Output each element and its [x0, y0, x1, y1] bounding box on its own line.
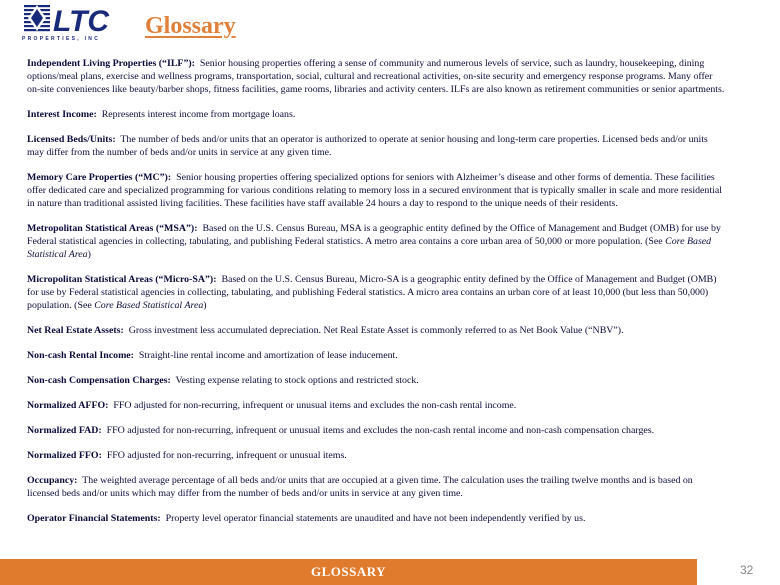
page-title: Glossary [145, 13, 236, 39]
glossary-entry-msa [27, 222, 727, 261]
company-logo [22, 2, 134, 44]
ltc-logo-mark [22, 2, 134, 36]
glossary-entry-normalized-fad [27, 424, 727, 437]
glossary-term: Occupancy: [27, 475, 78, 486]
glossary-entry-non-cash-compensation [27, 374, 727, 387]
glossary-definition: Gross investment less accumulated depreciation. Net Real Estate Asset is commonly referred to as Net Book Value (“NBV”). [128, 325, 624, 336]
glossary-definition: Based on the U.S. Census Bureau, MSA is a geographic entity defined by the Office of Management and Budget (OMB) for use by Federal statistical agencies in collecting, tabulating, and publishing Federal statistics. A metro area contains a core urban area of 50,000 or more population. (See [27, 223, 721, 247]
logo-wordmark: LTC [53, 5, 110, 36]
glossary-entry-non-cash-rental-income [27, 349, 727, 362]
glossary-term: Independent Living Properties (“ILF”): [27, 58, 195, 69]
page-number: 32 [740, 563, 754, 577]
glossary-term: Operator Financial Statements: [27, 513, 161, 524]
glossary-term: Net Real Estate Assets: [27, 325, 124, 336]
glossary-see-also: Core Based Statistical Area [94, 300, 204, 311]
glossary-definition: Based on the U.S. Census Bureau, Micro-SA is a geographic entity defined by the Office of Management and Budget (OMB) for use by Federal statistical agencies in collecting, tabulating, and publishing Federal statistics. A micro area contains an urban core of at least 10,000 (but less than 50,000) population. (See [27, 274, 717, 311]
glossary-term: Normalized FFO: [27, 450, 102, 461]
glossary-see-also: Core Based Statistical Area [27, 236, 712, 260]
glossary-closing: ) [203, 300, 207, 311]
glossary-term: Normalized AFFO: [27, 400, 109, 411]
glossary-term: Micropolitan Statistical Areas (“Micro-SA”): [27, 274, 217, 285]
glossary-term: Interest Income: [27, 109, 97, 120]
glossary-definition: Represents interest income from mortgage loans. [101, 109, 296, 120]
glossary-term: Metropolitan Statistical Areas (“MSA”): [27, 223, 198, 234]
footer-bar [0, 559, 697, 585]
glossary-term: Normalized FAD: [27, 425, 102, 436]
glossary-entry-ilf [27, 57, 727, 96]
glossary-definition: FFO adjusted for non-recurring, infrequent or unusual items. [106, 450, 347, 461]
glossary-definition: Senior housing properties offering specialized options for seniors with Alzheimer’s disease and other forms of dementia. These facilities offer dedicated care and specialized programming for various conditions relating to memory loss in a secured environment that is typically smaller in scale and more residential in nature than traditional assisted living facilities. These facilities have staff available 24 hours a day to respond to the unique needs of their residents. [27, 172, 722, 209]
glossary-entry-net-real-estate-assets [27, 324, 727, 337]
glossary-entry-memory-care [27, 171, 727, 210]
glossary-entry-licensed-beds [27, 133, 727, 159]
glossary-entry-operator-financial-statements [27, 512, 727, 525]
glossary-definition: Straight-line rental income and amortization of lease inducement. [138, 350, 398, 361]
glossary-definition: Property level operator financial statements are unaudited and have not been independently verified by us. [165, 513, 586, 524]
glossary-definition: FFO adjusted for non-recurring, infrequent or unusual items and excludes the non-cash rental income. [113, 400, 517, 411]
glossary-term: Non-cash Compensation Charges: [27, 375, 171, 386]
glossary-definition: The weighted average percentage of all beds and/or units that are occupied at a given time. The calculation uses the trailing twelve months and is based on licensed beds and/or units which may differ from the number of beds and/or units in service at any given time. [27, 475, 693, 499]
glossary-entry-interest-income [27, 108, 727, 121]
glossary-term: Licensed Beds/Units: [27, 134, 116, 145]
glossary-closing: ) [87, 249, 91, 260]
glossary-term: Non-cash Rental Income: [27, 350, 134, 361]
glossary-definition: Vesting expense relating to stock options and restricted stock. [175, 375, 419, 386]
glossary-definition: Senior housing properties offering a sense of community and numerous levels of service, such as laundry, housekeeping, dining options/meal plans, exercise and wellness programs, transportation, social, cultural and recreational activities, on-site security and emergency response programs. Many offer on-site conveniences like beauty/barber shops, fitness facilities, game rooms, libraries and activity centers. ILFs are also known as retirement communities or senior apartments. [27, 58, 725, 95]
glossary-entry-normalized-affo [27, 399, 727, 412]
glossary-list [27, 57, 727, 537]
logo-subtext: PROPERTIES, INC [22, 36, 101, 42]
glossary-entry-micro-sa [27, 273, 727, 312]
glossary-term: Memory Care Properties (“MC”): [27, 172, 172, 183]
glossary-definition: FFO adjusted for non-recurring, infrequent or unusual items and excludes the non-cash rental income and non-cash compensation charges. [106, 425, 655, 436]
glossary-definition: The number of beds and/or units that an operator is authorized to operate at senior housing and long-term care properties. Licensed beds and/or units may differ from the number of beds and/or units in service at any given time. [27, 134, 708, 158]
glossary-entry-normalized-ffo [27, 449, 727, 462]
footer-section-label: GLOSSARY [310, 564, 387, 579]
glossary-entry-occupancy [27, 474, 727, 500]
